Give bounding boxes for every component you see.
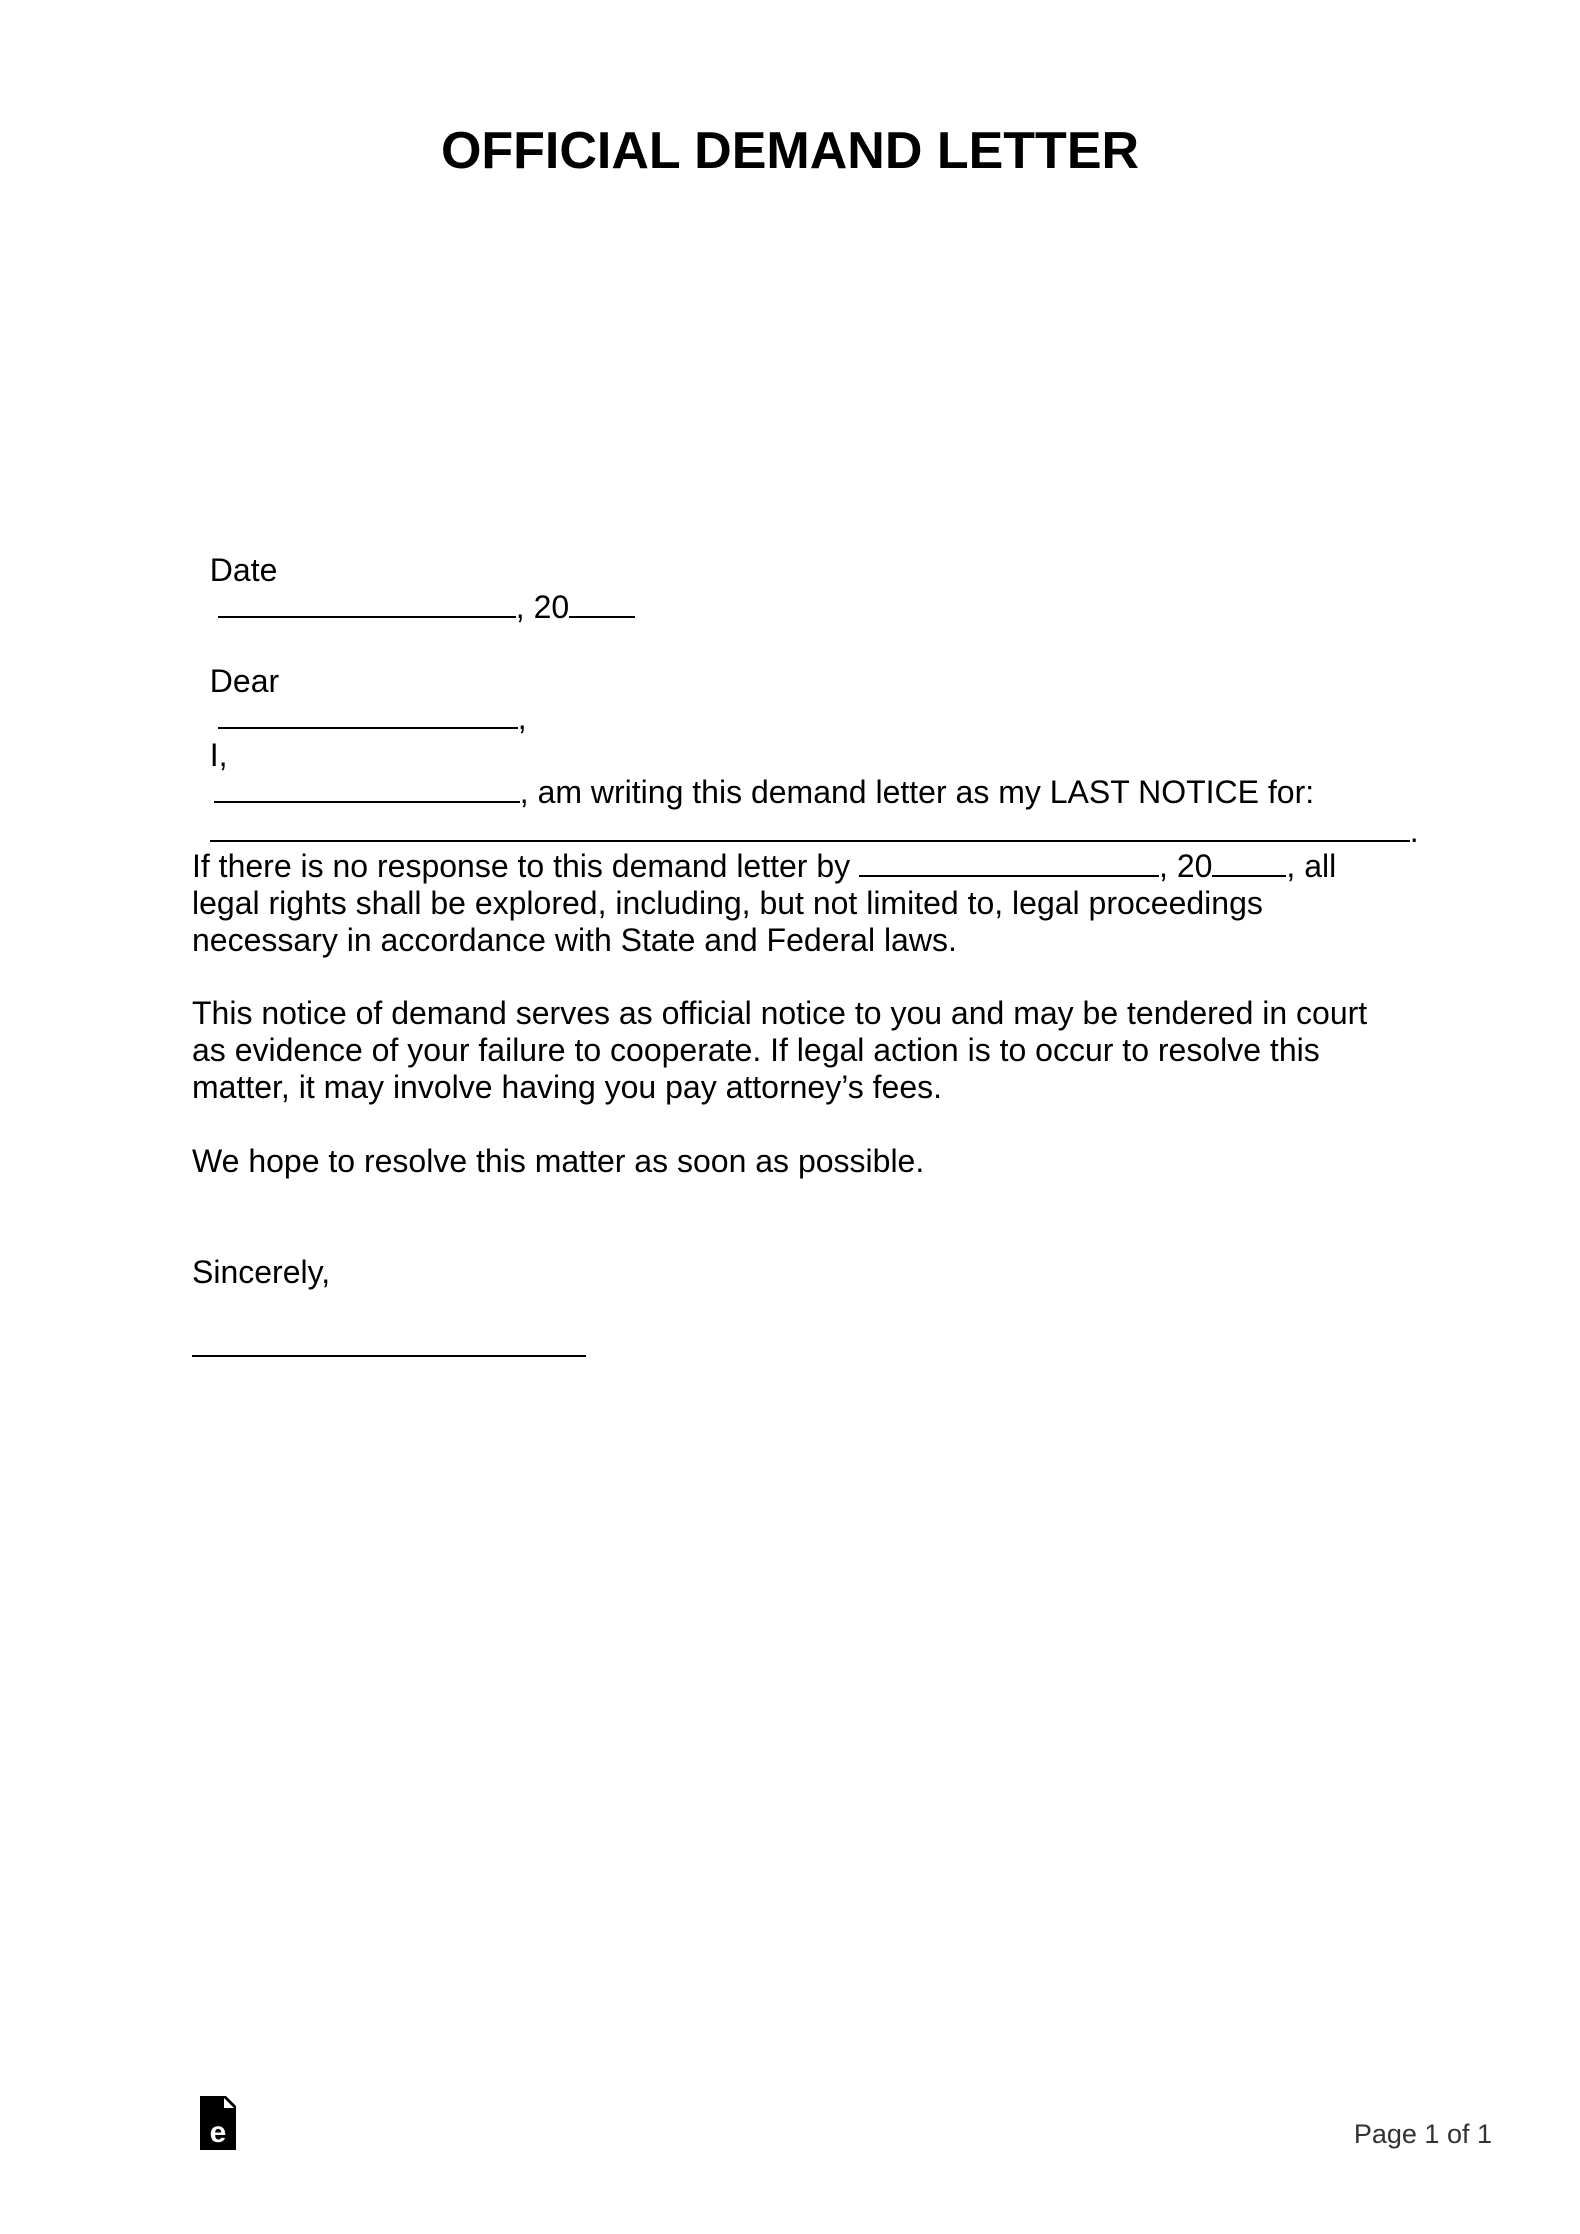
intro-prefix: I, bbox=[209, 737, 228, 773]
document-title: OFFICIAL DEMAND LETTER bbox=[440, 122, 1140, 180]
deadline-date-blank[interactable] bbox=[859, 847, 1159, 877]
page-number: Page 1 of 1 bbox=[1353, 2119, 1492, 2149]
para1-line-2: legal rights shall be explored, including, but not limited to, legal proceedings bbox=[192, 885, 1263, 921]
para2-line-2: as evidence of your failure to cooperate. If legal action is to occur to resolve this bbox=[192, 1032, 1320, 1068]
signature-blank[interactable] bbox=[192, 1355, 586, 1357]
date-blank[interactable] bbox=[218, 588, 516, 618]
para3-line-1: We hope to resolve this matter as soon as possible. bbox=[192, 1143, 925, 1179]
svg-text:e: e bbox=[209, 2116, 227, 2149]
para1-line-3: necessary in accordance with State and Federal laws. bbox=[192, 922, 957, 958]
dear-label: Dear bbox=[209, 663, 280, 699]
dear-suffix: , bbox=[517, 700, 527, 736]
intro-suffix: , am writing this demand letter as my LAST NOTICE for: bbox=[519, 774, 1315, 810]
deadline-year-blank[interactable] bbox=[1212, 847, 1286, 877]
closing: Sincerely, bbox=[192, 1254, 331, 1290]
para1-line-1: If there is no response to this demand letter by , 20 , all bbox=[192, 848, 1337, 884]
reason-line bbox=[192, 776, 1419, 849]
notice-paragraph bbox=[192, 995, 1402, 1106]
eforms-logo-icon bbox=[200, 2096, 240, 2150]
date-year-prefix: , 20 bbox=[515, 589, 570, 625]
reason-suffix: . bbox=[1409, 813, 1419, 849]
resolve-paragraph bbox=[192, 1143, 1402, 1180]
response-deadline-paragraph bbox=[192, 847, 1402, 959]
para2-line-1: This notice of demand serves as official notice to you and may be tendered in court bbox=[192, 995, 1368, 1031]
date-line bbox=[192, 516, 635, 625]
reason-blank[interactable] bbox=[210, 812, 1410, 842]
date-label: Date bbox=[209, 552, 278, 588]
para2-line-3: matter, it may involve having you pay attorney’s fees. bbox=[192, 1069, 943, 1105]
date-year-blank[interactable] bbox=[569, 588, 635, 618]
